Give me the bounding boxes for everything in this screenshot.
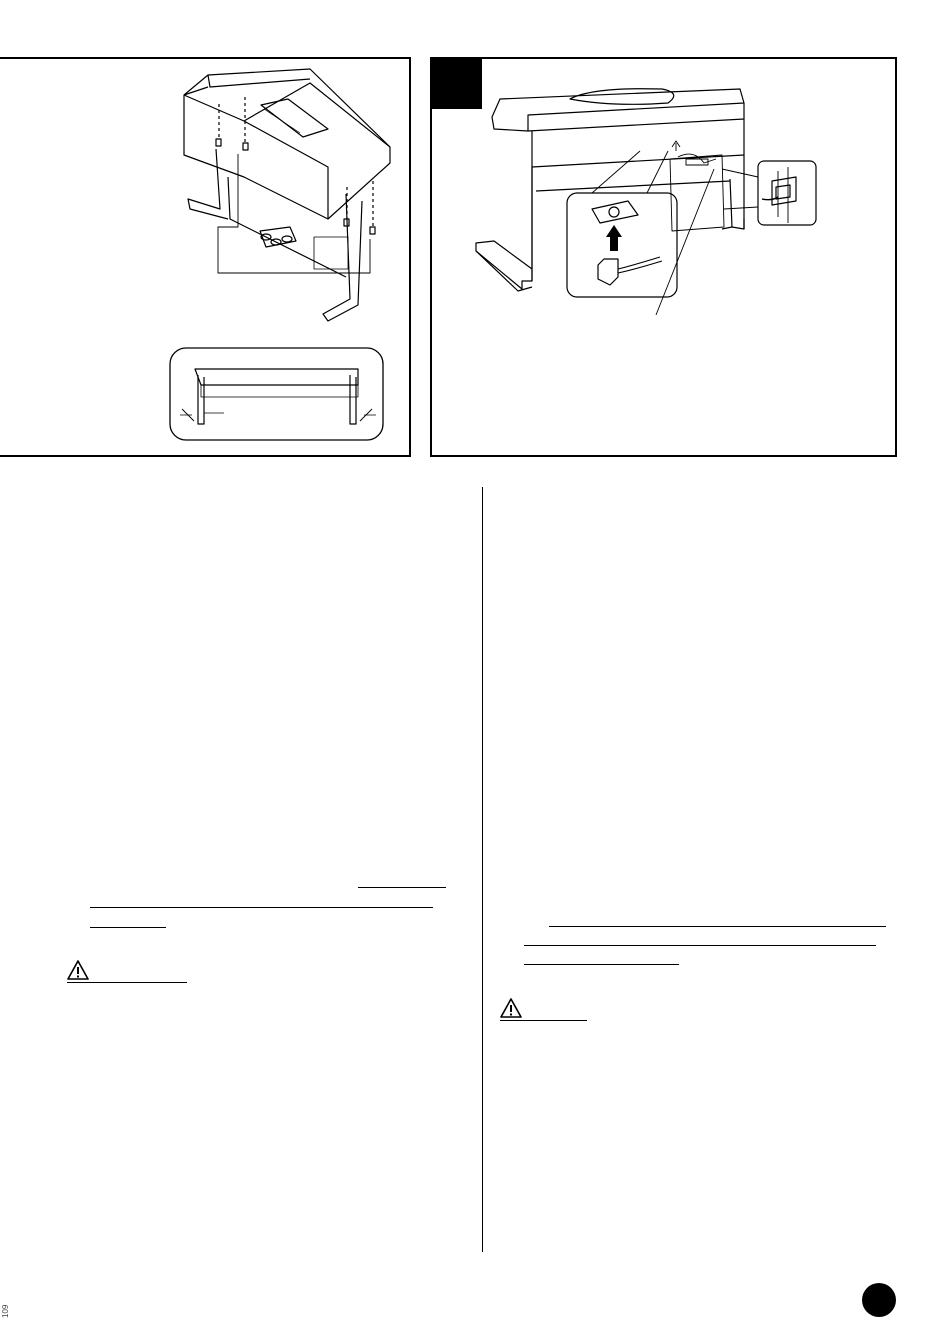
underline-left-3 — [90, 927, 166, 928]
step-number-block — [432, 59, 482, 109]
underline-right-1 — [549, 926, 886, 927]
pedal-cord-connection-illustration — [432, 59, 899, 459]
side-code: 109 — [1, 1304, 10, 1318]
underline-right-3 — [524, 964, 679, 965]
caution-underline-right — [500, 1020, 587, 1021]
column-divider — [482, 487, 483, 1252]
piano-body-assembly-illustration — [0, 59, 413, 459]
page-number-dot — [862, 1283, 896, 1317]
caution-underline-left — [67, 982, 187, 983]
underline-left-1 — [358, 887, 446, 888]
underline-left-2 — [90, 907, 433, 908]
illustration-panel-right — [430, 57, 897, 457]
illustration-panel-left — [0, 57, 411, 457]
underline-right-2 — [524, 945, 876, 946]
caution-triangle-icon — [500, 998, 522, 1018]
caution-triangle-icon — [67, 960, 89, 980]
